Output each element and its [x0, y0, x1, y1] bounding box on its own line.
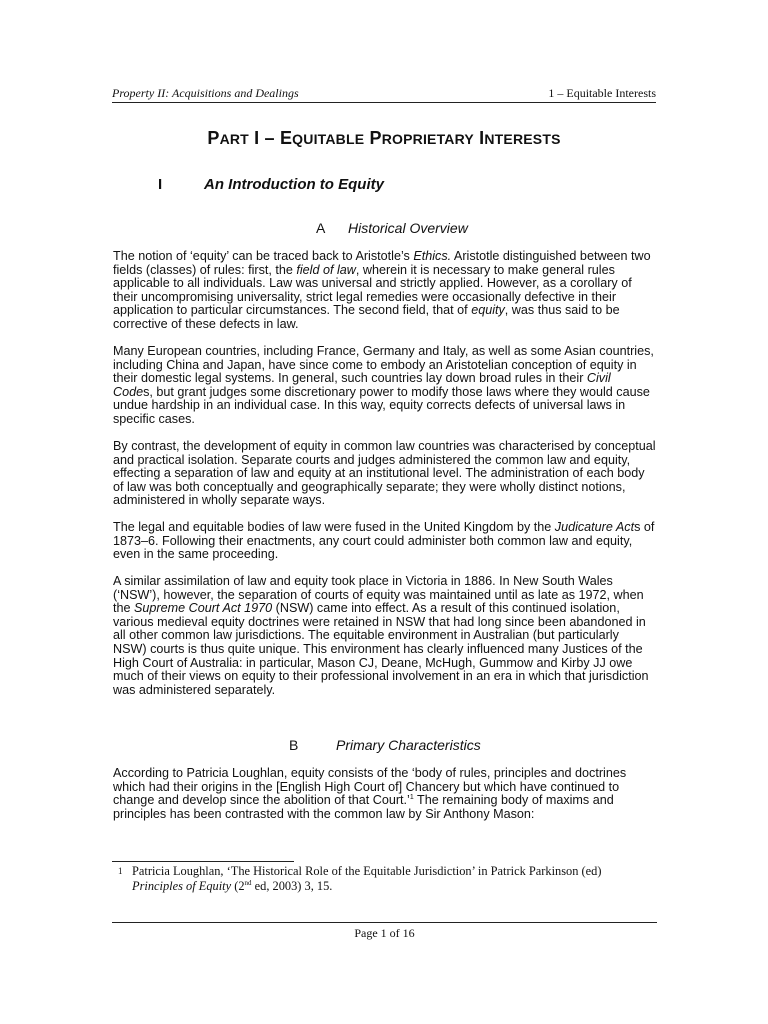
footnote-separator: [112, 861, 294, 862]
text-line: principles has been contrasted with the common law by Sir Anthony Mason:: [113, 806, 535, 821]
text-line: (‘NSW’), however, the separation of courts of equity was maintained until as late as 1972, when: [113, 587, 644, 602]
text-line: [113, 386, 658, 400]
subsection-letter: B: [289, 737, 299, 753]
text-line: all other common law jurisdictions. The equitable environment in Australian (but particularly: [113, 628, 619, 643]
italic-run: Civil: [586, 371, 611, 386]
paragraph-australia: [113, 575, 658, 697]
text-run: , wherein it is necessary to make general rules: [355, 262, 615, 277]
italic-run: Supreme Court Act 1970: [134, 601, 273, 616]
text-line: High Court of Australia: in particular, Mason CJ, Deane, McHugh, Gummow and Kirby JJ owe: [113, 655, 633, 670]
text-line: corrective of these defects in law.: [113, 316, 299, 331]
text-line: [113, 602, 658, 616]
paragraph-aristotle: [113, 250, 658, 332]
text-line: applicable to all individuals. Law was universal and strictly applied. However, as a corollary of: [113, 276, 632, 291]
text-line: administered in wholly separate ways.: [113, 493, 326, 508]
text-line: Many European countries, including France, Germany and Italy, as well as some Asian countries,: [113, 344, 654, 358]
title-part: I: [473, 128, 485, 148]
running-header: [112, 84, 656, 103]
text-line: even in the same proceeding.: [113, 547, 279, 562]
text-line: was administered separately.: [113, 682, 276, 697]
text-line: [113, 794, 658, 808]
paragraph-common-law: [113, 440, 658, 508]
section-number: I: [158, 176, 163, 193]
subsection-title: Historical Overview: [348, 220, 468, 236]
subsection-title: Primary Characteristics: [336, 737, 481, 753]
title-part: ROPRIETARY: [381, 131, 474, 147]
text-line: [113, 521, 658, 535]
italic-run: Code: [113, 384, 144, 399]
italic-run: equity: [471, 303, 505, 318]
text-line: undue hardship in an individual case. In this way, equity corrects defects of universal laws in: [113, 398, 626, 413]
text-run: (NSW) came into effect. As a result of this continued isolation,: [272, 601, 620, 616]
footnote: [112, 864, 656, 894]
footnote-reference[interactable]: 1: [409, 794, 414, 801]
page-number: Page 1 of 16: [354, 926, 415, 940]
footnote-number: 1: [118, 866, 123, 876]
text-line: By contrast, the development of equity in common law countries was characterised by conceptual: [113, 439, 656, 453]
italic-run: field of law: [296, 262, 356, 277]
footnote-line: [112, 879, 656, 894]
text-line: 1873–6. Following their enactments, any court could administer both common law and equity,: [113, 533, 633, 548]
superscript: nd: [244, 878, 252, 887]
italic-run: Ethics.: [413, 249, 452, 263]
title-part: P: [207, 128, 220, 148]
text-run: s of: [634, 520, 655, 534]
text-run: Aristotle distinguished between two: [451, 249, 651, 263]
text-line: effecting a separation of law and equity at an institutional level. The administration of each body: [113, 466, 645, 481]
text-line: including China and Japan, have since come to embody an Aristotelian conception of equity in: [113, 357, 637, 372]
text-line: NSW) courts is thus quite unique. This environment has clearly influenced many Justices of the: [113, 641, 643, 656]
text-line: their uncompromising universality, strict legal remedies were occasionally defective in their: [113, 289, 617, 304]
text-run: fields (classes) of rules: first, the: [113, 262, 297, 277]
footnote-line: Patricia Loughlan, ‘The Historical Role of the Equitable Jurisdiction’ in Patrick Parkinson (ed): [132, 864, 602, 878]
text-run: their domestic legal systems. In general, such countries lay down broad rules in their: [113, 371, 587, 386]
paragraph-civil-law: [113, 345, 658, 427]
text-line: [113, 304, 658, 318]
header-chapter-title: 1 – Equitable Interests: [548, 86, 656, 100]
paragraph-judicature-acts: [113, 521, 658, 562]
title-part: QUITABLE: [292, 131, 365, 147]
text-run: the: [113, 601, 135, 616]
subsection-letter: A: [316, 220, 326, 236]
title-part: P: [364, 128, 382, 148]
text-line: According to Patricia Loughlan, equity consists of the ‘body of rules, principles and doctrines: [113, 766, 627, 780]
text-run: application to particular circumstances. The second field, that of: [113, 303, 472, 318]
text-line: of law was both conceptually and geographically separate; they were wholly distinct notions,: [113, 479, 626, 494]
text-line: A similar assimilation of law and equity took place in Victoria in 1886. In New South Wales: [113, 574, 613, 588]
text-run: The notion of ‘equity’ can be traced back to Aristotle’s: [113, 249, 414, 263]
italic-run: Principles of Equity: [132, 879, 232, 893]
text-run: , was thus said to be: [504, 303, 620, 318]
italic-run: Judicature Act: [554, 520, 635, 534]
paragraph-loughlan: [113, 767, 658, 821]
section-title: An Introduction to Equity: [204, 176, 384, 193]
text-line: and practical isolation. Separate courts and judges administered the common law and equity,: [113, 452, 631, 467]
text-line: much of their views on equity to their professional involvement in an era in which that jurisdiction: [113, 669, 649, 684]
text-run: (2: [231, 879, 245, 893]
text-line: [113, 264, 658, 278]
header-course-title: Property II: Acquisitions and Dealings: [112, 86, 299, 100]
title-part: ART: [219, 131, 249, 147]
text-line: which had their origins in the [English High Court of] Chancery but which have continued to: [113, 779, 620, 794]
text-line: various medieval equity doctrines were retained in NSW that had long since been abandoned in: [113, 614, 646, 629]
text-run: change and develop since the abolition of that Court.’: [113, 793, 410, 808]
text-line: specific cases.: [113, 411, 195, 426]
text-run: ed, 2003) 3, 15.: [251, 879, 333, 893]
text-line: [113, 372, 658, 386]
text-run: The legal and equitable bodies of law were fused in the United Kingdom by the: [113, 520, 555, 534]
text-run: s, but grant judges some discretionary power to modify those laws where they would cause: [143, 384, 650, 399]
footer-rule: [112, 922, 657, 923]
text-line: [113, 250, 658, 264]
part-title: [112, 128, 656, 149]
text-run: The remaining body of maxims and: [413, 793, 614, 808]
title-part: I – E: [248, 128, 293, 148]
title-part: NTERESTS: [484, 131, 561, 147]
